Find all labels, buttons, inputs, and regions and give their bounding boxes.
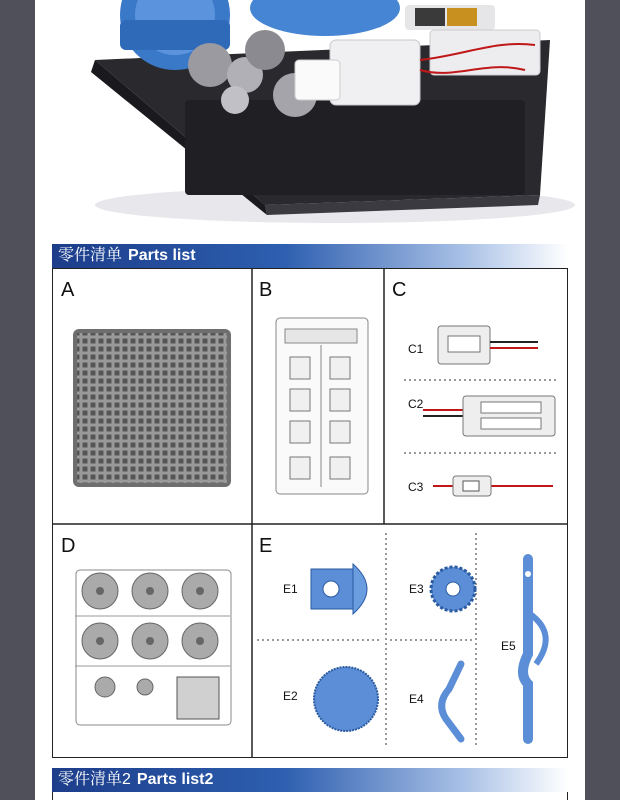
cell-label-d: D: [61, 535, 76, 557]
product-image: [35, 0, 585, 236]
part-label-e4: E4: [409, 692, 424, 706]
parts-list-header: [52, 244, 568, 268]
disc-e2-icon: [311, 664, 381, 734]
part-label-c3: C3: [408, 480, 424, 494]
lever-e5-icon: [508, 554, 558, 744]
parts-list2-header: [52, 768, 568, 792]
part-label-e5: E5: [501, 639, 516, 653]
battery-box-c2-icon: [423, 396, 563, 441]
parts-list-title-en: Parts list: [128, 247, 196, 264]
parts-list2-title-cn: 零件清单2: [58, 771, 131, 788]
product-render: [35, 0, 585, 236]
cell-label-c: C: [392, 279, 407, 301]
part-label-c2: C2: [408, 397, 424, 411]
motor-c1-icon: [438, 326, 538, 366]
switch-c3-icon: [433, 474, 553, 499]
cell-label-a: A: [61, 279, 75, 301]
parts-list-title-cn: 零件清单: [58, 247, 123, 264]
part-label-e2: E2: [283, 689, 298, 703]
part-label-c1: C1: [408, 342, 424, 356]
crank-e1-icon: [311, 559, 381, 619]
sprue-frame-b-icon: [275, 317, 370, 497]
gear-e3-icon: [428, 564, 478, 614]
parts-grid: [52, 268, 568, 758]
hook-e4-icon: [431, 659, 471, 749]
gear-sprue-d-icon: [75, 569, 235, 729]
base-plate-icon: [73, 329, 233, 489]
part-label-e1: E1: [283, 582, 298, 596]
parts-list2-box: [52, 792, 568, 800]
part-label-e3: E3: [409, 582, 424, 596]
cell-label-b: B: [259, 279, 273, 301]
manual-page: [35, 0, 585, 800]
cell-label-e: E: [259, 535, 273, 557]
parts-list2-title-en: Parts list2: [136, 771, 214, 788]
